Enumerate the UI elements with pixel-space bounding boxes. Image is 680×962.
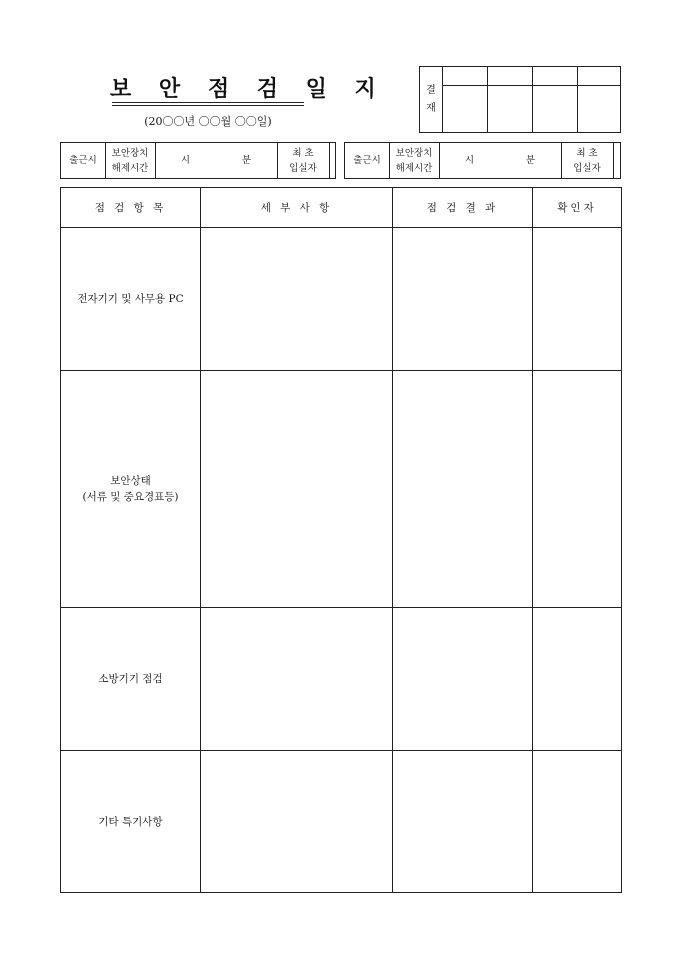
result-cell[interactable] — [393, 371, 533, 608]
minute-label: 분 — [241, 155, 252, 166]
document-date: (20〇〇년 〇〇월 〇〇일) — [144, 115, 272, 128]
result-cell[interactable] — [393, 751, 533, 893]
approval-slot-4[interactable] — [577, 67, 620, 132]
alarm-label-line2: 해제시간 — [111, 162, 149, 174]
approval-label-line2: 재 — [426, 102, 436, 114]
confirmer-cell[interactable] — [533, 371, 622, 608]
alarm-label-line1: 보안장치 — [111, 147, 149, 159]
header-confirmer: 확인자 — [533, 188, 622, 228]
first-entrant-label — [277, 143, 330, 178]
approval-label-line1: 결 — [426, 84, 436, 96]
first-entrant-field[interactable] — [329, 143, 335, 178]
header-inspection-item: 점 검 항 목 — [61, 188, 201, 228]
inspection-item-label: 전자기기 및 사무용 PC — [77, 293, 184, 305]
checkin-info-right — [344, 142, 621, 179]
checkin-info-left — [60, 142, 336, 179]
approval-label — [420, 67, 443, 132]
confirmer-cell[interactable] — [533, 228, 622, 371]
inspection-item-label: 보안상태 — [110, 475, 151, 487]
inspection-item-cell — [61, 751, 201, 893]
alarm-label-line2: 해제시간 — [395, 162, 433, 174]
alarm-label-line1: 보안장치 — [395, 147, 433, 159]
hour-label: 시 — [180, 155, 191, 166]
approval-slot-3[interactable] — [532, 67, 578, 132]
result-cell[interactable] — [393, 228, 533, 371]
details-cell[interactable] — [201, 228, 393, 371]
first-entrant-line1: 최 초 — [576, 147, 598, 159]
title-underline-bottom — [112, 105, 304, 106]
table-row — [61, 371, 622, 608]
confirmer-cell[interactable] — [533, 608, 622, 751]
inspection-item-sublabel: (서류 및 중요경표등) — [82, 491, 179, 503]
result-cell[interactable] — [393, 608, 533, 751]
inspection-item-label: 소방기기 점검 — [98, 673, 163, 685]
first-entrant-line1: 최 초 — [292, 147, 314, 159]
approval-slot-2[interactable] — [487, 67, 533, 132]
details-cell[interactable] — [201, 371, 393, 608]
alarm-release-label — [389, 143, 440, 178]
inspection-item-cell — [61, 371, 201, 608]
document-title: 보 안 점 검 일 지 — [110, 76, 386, 102]
minute-label: 분 — [525, 155, 536, 166]
approval-slot-1[interactable] — [442, 67, 488, 132]
hour-label: 시 — [464, 155, 475, 166]
details-cell[interactable] — [201, 751, 393, 893]
first-entrant-label — [561, 143, 614, 178]
checkin-label-text: 출근시 — [69, 155, 97, 166]
table-header-row — [61, 188, 622, 228]
title-underline-top — [112, 102, 304, 103]
checkin-label — [61, 143, 106, 178]
inspection-table — [60, 187, 622, 893]
table-row — [61, 228, 622, 371]
confirmer-cell[interactable] — [533, 751, 622, 893]
checkin-label — [345, 143, 390, 178]
inspection-item-cell — [61, 228, 201, 371]
details-cell[interactable] — [201, 608, 393, 751]
header-inspection-result: 점 검 결 과 — [393, 188, 533, 228]
checkin-label-text: 출근시 — [353, 155, 381, 166]
alarm-release-time-field[interactable] — [155, 143, 278, 178]
header-details: 세 부 사 항 — [201, 188, 393, 228]
alarm-release-label — [105, 143, 156, 178]
alarm-release-time-field[interactable] — [439, 143, 562, 178]
table-row — [61, 751, 622, 893]
table-row — [61, 608, 622, 751]
first-entrant-line2: 입실자 — [573, 162, 601, 174]
first-entrant-field[interactable] — [613, 143, 620, 178]
approval-box — [419, 66, 621, 133]
first-entrant-line2: 입실자 — [289, 162, 317, 174]
inspection-item-label: 기타 특기사항 — [98, 815, 163, 828]
inspection-item-cell — [61, 608, 201, 751]
